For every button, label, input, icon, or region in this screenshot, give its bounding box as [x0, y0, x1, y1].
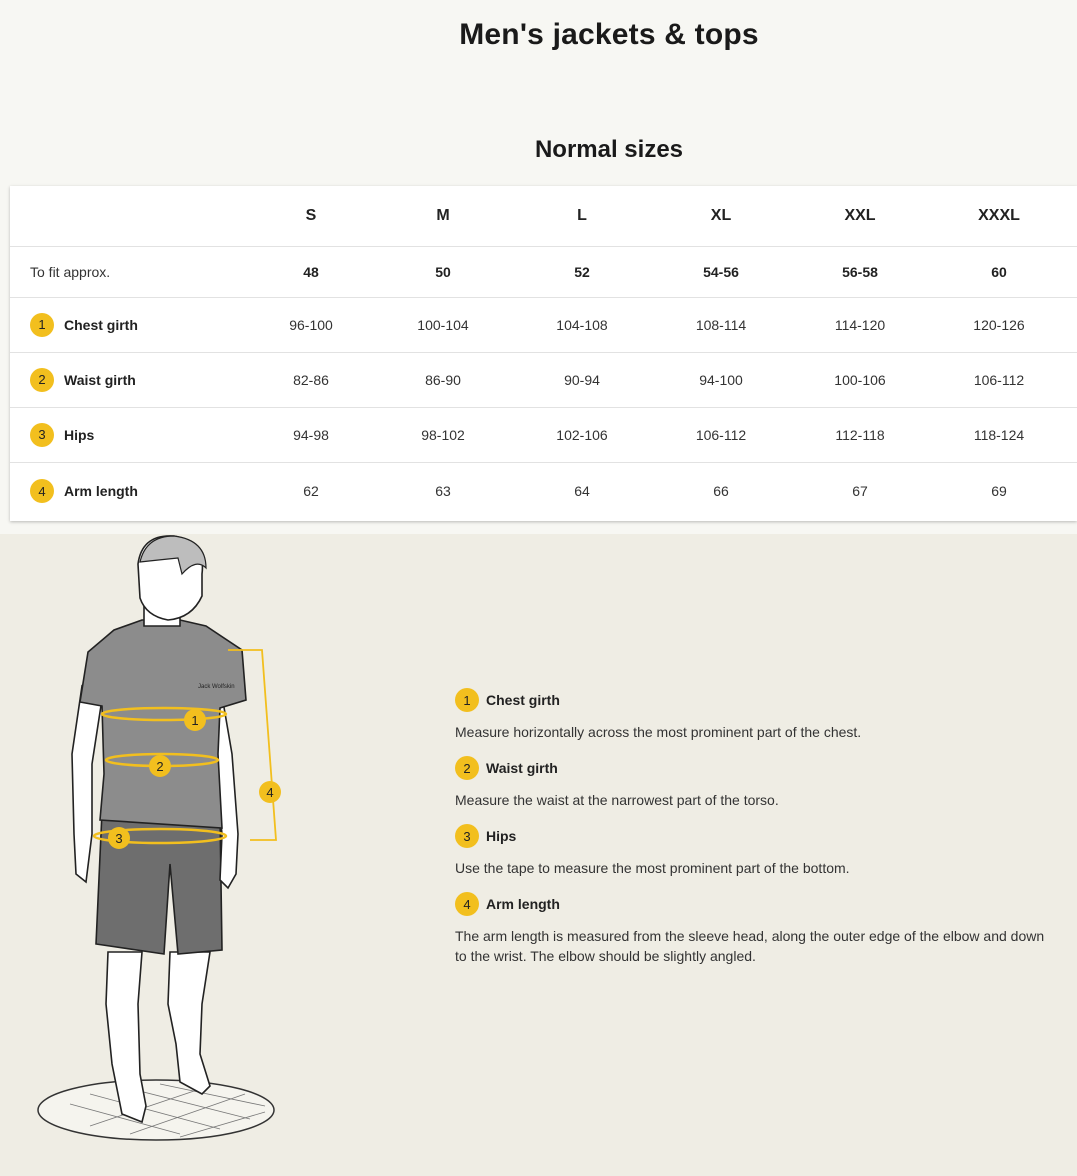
- table-cell: 94-98: [293, 426, 329, 443]
- table-row-hips: [10, 407, 1077, 463]
- table-cell: 100-106: [834, 371, 886, 388]
- table-cell: 98-102: [421, 426, 465, 443]
- table-cell: 106-112: [973, 371, 1025, 388]
- table-cell: 94-100: [699, 371, 743, 388]
- size-header-xxxl: XXXL: [978, 207, 1020, 224]
- legend-description: Measure horizontally across the most prominent part of the chest.: [455, 724, 862, 740]
- row-label-text: Waist girth: [64, 371, 136, 388]
- table-cell: 104-108: [556, 316, 608, 333]
- table-cell: 112-118: [835, 426, 885, 443]
- table-cell: 86-90: [425, 371, 461, 388]
- legend-title: Hips: [486, 828, 517, 844]
- body-measurement-figure: [30, 534, 290, 1176]
- shirt-logo: Jack Wolfskin: [198, 684, 235, 690]
- fit-value: 50: [435, 263, 451, 280]
- floor-circle: [38, 1080, 274, 1140]
- table-cell: 67: [852, 483, 868, 499]
- table-cell: 66: [713, 483, 729, 499]
- marker-chest-label: 1: [191, 713, 199, 728]
- section-title: Normal sizes: [534, 136, 684, 163]
- table-cell: 100-104: [417, 316, 469, 333]
- size-header-m: M: [436, 207, 450, 224]
- row-label-waist: [30, 352, 136, 407]
- marker-arm-label: 4: [266, 785, 274, 800]
- table-cell: 64: [574, 483, 590, 499]
- marker-waist-label: 2: [156, 759, 164, 774]
- table-row-waist: [10, 352, 1077, 408]
- number-badge: 2: [30, 368, 54, 392]
- table-header-row: [10, 186, 1077, 247]
- table-cell: 62: [303, 483, 319, 499]
- row-label-hips: [30, 407, 94, 462]
- table-cell: 63: [435, 483, 451, 499]
- page-title: Men's jackets & tops: [459, 18, 759, 51]
- number-badge: 4: [30, 479, 54, 503]
- table-cell: 69: [991, 483, 1007, 499]
- table-cell: 102-106: [556, 426, 608, 443]
- table-cell: 90-94: [564, 371, 600, 388]
- number-badge: 4: [455, 892, 479, 916]
- legend-title: Arm length: [486, 896, 560, 912]
- legend-title: Waist girth: [486, 760, 558, 776]
- number-badge: 3: [30, 423, 54, 447]
- size-header-xl: XL: [710, 207, 732, 224]
- right-leg: [168, 952, 210, 1094]
- table-row-fit: [10, 246, 1077, 298]
- table-row-chest: [10, 297, 1077, 353]
- legend-item-chest: [455, 688, 1055, 742]
- size-header-l: L: [577, 207, 587, 224]
- size-table: [10, 186, 1077, 521]
- measurement-guide: [0, 534, 1077, 1176]
- legend-item-hips: [455, 824, 1055, 878]
- legend-description: Measure the waist at the narrowest part of the torso.: [455, 792, 779, 808]
- legend-item-waist: [455, 756, 1055, 810]
- row-label-chest: [30, 297, 138, 352]
- marker-hips-label: 3: [115, 831, 123, 846]
- legend-description: Use the tape to measure the most prominent part of the bottom.: [455, 860, 850, 876]
- table-cell: 120-126: [973, 316, 1025, 333]
- number-badge: 1: [30, 313, 54, 337]
- table-row-arm: [10, 462, 1077, 520]
- legend-item-arm: [455, 892, 1055, 966]
- row-label-text: Hips: [64, 426, 95, 443]
- row-label-text: Chest girth: [64, 316, 138, 333]
- fit-value: 60: [991, 263, 1007, 280]
- table-cell: 118-124: [973, 426, 1025, 443]
- fit-value: 52: [574, 263, 590, 280]
- legend-title: Chest girth: [486, 692, 560, 708]
- fit-label: To fit approx.: [30, 263, 111, 280]
- size-header-s: S: [305, 207, 317, 224]
- table-cell: 96-100: [289, 316, 333, 333]
- size-header-xxl: XXL: [844, 207, 876, 224]
- table-cell: 114-120: [834, 316, 886, 333]
- number-badge: 3: [455, 824, 479, 848]
- number-badge: 1: [455, 688, 479, 712]
- table-cell: 106-112: [695, 426, 747, 443]
- table-cell: 108-114: [695, 316, 747, 333]
- measurement-legend: [455, 688, 1055, 980]
- legend-description: The arm length is measured from the sleeve head, along the outer edge of the elbow and down to the wrist. The elbow should be slightly angled.: [455, 928, 1045, 964]
- table-cell: 82-86: [293, 371, 329, 388]
- number-badge: 2: [455, 756, 479, 780]
- fit-value: 56-58: [842, 263, 878, 280]
- left-arm: [72, 686, 102, 882]
- row-label-text: Arm length: [64, 483, 138, 499]
- fit-value: 48: [303, 263, 319, 280]
- row-label-arm: [30, 462, 138, 520]
- fit-value: 54-56: [703, 263, 739, 280]
